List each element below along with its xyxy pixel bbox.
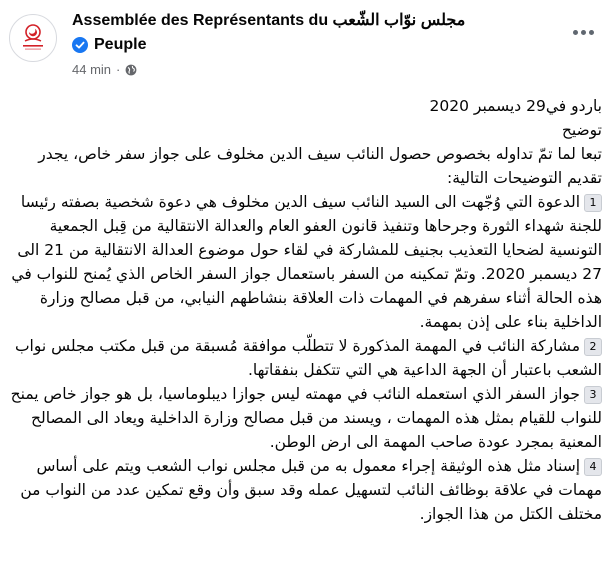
more-dot (589, 30, 594, 35)
post-timestamp[interactable]: 44 min (72, 62, 112, 77)
globe-icon[interactable] (125, 64, 137, 76)
post-item-text: الدعوة التي وُجّهت الى السيد النائب سيف الدين مخلوف هي دعوة شخصية بصفته رئيسا للجنة شهداء الثورة وجرحاها وتنفيذ قانون العفو العام والعدالة الانتقالية من قِبل الجمعية التونسية لضحايا التعذيب بجنيف للمشاركة في لقاء حول موضوع العدالة الانتقالية من 21 الى 27 ديسمبر 2020. وتمّ تمكينه من السفر باستعمال جواز السفر الخاص الذي يُمنح للنواب في هذه الحالة أثناء سفرهم في المهمات ذات العلاقة بنشاطهم النيابي، من قبل مصالح وزارة الداخلية بناء على إذن بمهمة. (11, 193, 602, 331)
post-item-text: جواز السفر الذي استعمله النائب في مهمته ليس جوازا ديبلوماسيا، بل هو جواز خاص يمنح للنواب للقيام بمثل هذه المهمات ، ويسند من قبل مصالح وزارة الداخلية ويعاد الى المصالح المعنية بمجرد عودة صاحب المهمة الى ارض الوطن. (10, 385, 602, 451)
post-item-text: مشاركة النائب في المهمة المذكورة لا تتطلّب موافقة مُسبقة من قبل مكتب مجلس نواب الشعب باعتبار أن الجهة الداعية هي التي تتكفل بنفقاتها. (14, 337, 602, 379)
post-date-line: باردو في29 ديسمبر 2020 (429, 97, 602, 115)
keycap-number-1-icon: 1 (584, 194, 602, 212)
more-dot (581, 30, 586, 35)
post-header (0, 0, 612, 90)
post-item-1 (10, 190, 602, 334)
post-subject: توضيح (561, 121, 602, 139)
verified-badge-icon (72, 37, 88, 53)
keycap-number-3-icon: 3 (584, 386, 602, 404)
audience-label[interactable]: Peuple (94, 36, 147, 53)
post-intro: تبعا لما تمّ تداوله بخصوص حصول النائب سيف الدين مخلوف على جواز سفر خاص، يجدر تقديم التوضيحات التالية: (38, 145, 602, 187)
parliament-logo-icon (10, 15, 56, 61)
page-avatar[interactable] (9, 14, 57, 62)
more-options-button[interactable] (568, 22, 598, 42)
separator-dot: · (116, 62, 121, 77)
more-options-icon (573, 30, 578, 35)
post-item-4 (10, 454, 602, 526)
page-name[interactable]: Assemblée des Représentants du مجلس نوّاب الشّعب (72, 12, 466, 29)
post-item-text: إسناد مثل هذه الوثيقة إجراء معمول به من قبل مجلس نواب الشعب ويتم على أساس مهمات في علاقة بوظائف النائب لتسهيل عمله وقد سبق وأن وقع تمكين عدد من النواب من مختلف الكتل من هذا الجواز. (20, 457, 602, 523)
post-body (10, 94, 602, 526)
keycap-number-2-icon: 2 (584, 338, 602, 356)
keycap-number-4-icon: 4 (584, 458, 602, 476)
post-item-3 (10, 382, 602, 454)
post-item-2 (10, 334, 602, 382)
